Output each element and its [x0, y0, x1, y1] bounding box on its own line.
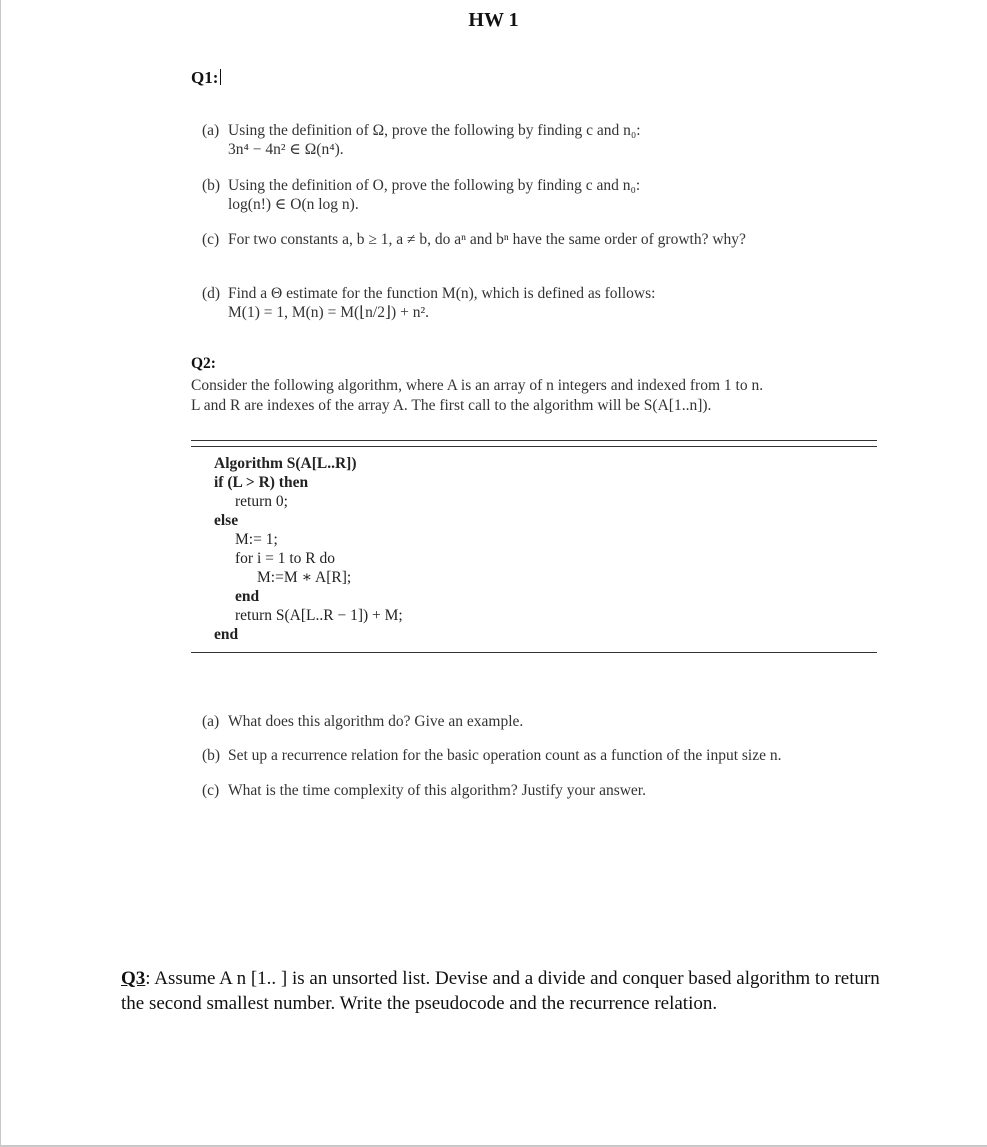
q1-part-a-text: Using the definition of Ω, prove the following by finding c and n₀: — [228, 122, 641, 139]
q1-part-d — [202, 284, 655, 322]
page-border-left — [0, 0, 1, 1147]
algorithm-header: Algorithm S(A[L..R]) — [214, 455, 357, 472]
q1-part-c-label: (c) — [202, 231, 220, 248]
q1-part-b-label: (b) — [202, 177, 221, 194]
algorithm-multiply: M:=M ∗ A[R]; — [257, 569, 352, 586]
q2-intro-line-1: Consider the following algorithm, where A is an array of n integers and indexed from 1 to n. — [191, 377, 764, 394]
text-cursor — [220, 69, 221, 85]
q1-part-d-math: M(1) = 1, M(n) = M(⌊n/2⌋) + n². — [228, 304, 429, 321]
q1-part-c — [202, 230, 746, 249]
q2-part-b-label: (b) — [202, 747, 221, 764]
algorithm-bottom-rule — [191, 652, 877, 653]
q2-part-c-text: What is the time complexity of this algorithm? Justify your answer. — [228, 782, 646, 799]
q2-part-c-label: (c) — [202, 782, 220, 799]
algorithm-top-rule-1 — [191, 440, 877, 441]
q2-intro-line-2: L and R are indexes of the array A. The first call to the algorithm will be S(A[1..n]). — [191, 397, 712, 414]
q1-label-text: Q1: — [191, 68, 219, 87]
q1-part-b — [202, 176, 640, 214]
q2-part-a-label: (a) — [202, 713, 220, 730]
q1-part-d-label: (d) — [202, 285, 221, 302]
q3-label: Q3 — [121, 968, 146, 989]
algorithm-for-line: for i = 1 to R do — [235, 550, 336, 567]
q3-text: : Assume A n [1.. ] is an unsorted list. Devise and a divide and conquer based algorithm to return the second smallest number. Write the pseudocode and the recurrence relation. — [121, 968, 880, 1014]
document-title: HW 1 — [468, 9, 519, 31]
algorithm-return-recursive: return S(A[L..R − 1]) + M; — [235, 607, 403, 624]
q1-part-a — [202, 121, 641, 159]
q2-part-b-text: Set up a recurrence relation for the basic operation count as a function of the input size n. — [228, 747, 782, 764]
algorithm-if-line: if (L > R) then — [214, 474, 309, 491]
algorithm-end-outer: end — [214, 626, 239, 643]
algorithm-end-inner: end — [235, 588, 260, 605]
q2-part-a-text: What does this algorithm do? Give an example. — [228, 713, 524, 730]
q1-part-b-math: log(n!) ∈ O(n log n). — [228, 196, 359, 213]
q1-part-c-text: For two constants a, b ≥ 1, a ≠ b, do aⁿ and bⁿ have the same order of growth? why? — [228, 231, 746, 248]
algorithm-block — [214, 454, 403, 644]
q1-part-a-label: (a) — [202, 122, 220, 139]
q1-part-b-text: Using the definition of O, prove the following by finding c and n₀: — [228, 177, 641, 194]
q2-part-c — [202, 782, 646, 800]
algorithm-else: else — [214, 512, 239, 529]
q2-part-a — [202, 713, 523, 731]
algorithm-return-zero: return 0; — [235, 493, 288, 510]
q1-part-d-text: Find a Θ estimate for the function M(n), which is defined as follows: — [228, 285, 656, 302]
q2-intro — [191, 376, 891, 416]
q1-part-a-math: 3n⁴ − 4n² ∈ Ω(n⁴). — [228, 141, 344, 158]
algorithm-assign: M:= 1; — [235, 531, 278, 548]
algorithm-top-rule-2 — [191, 446, 877, 447]
q2-part-b — [202, 747, 782, 765]
q2-label: Q2: — [191, 355, 216, 372]
q3-block — [121, 966, 881, 1016]
q1-label — [191, 68, 221, 88]
